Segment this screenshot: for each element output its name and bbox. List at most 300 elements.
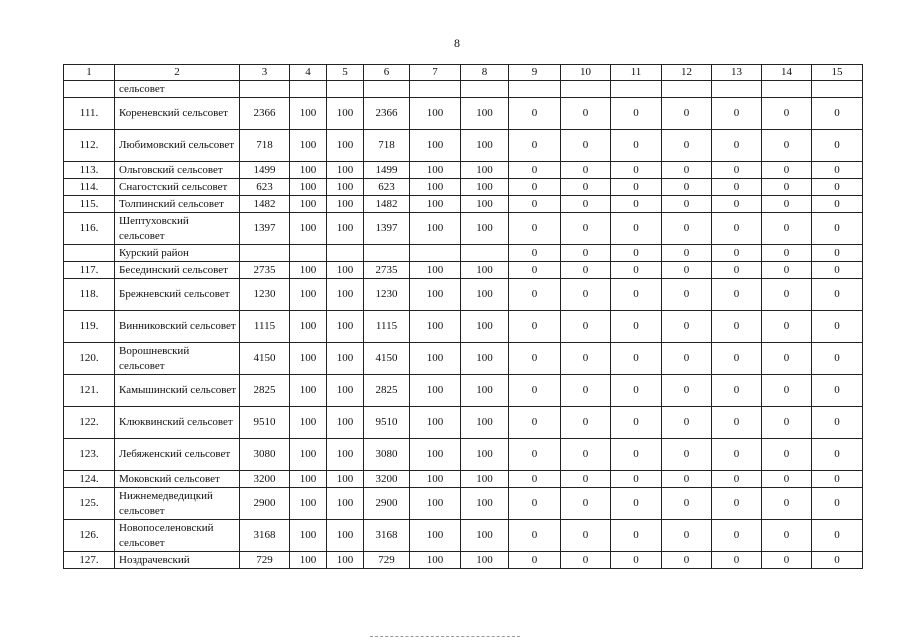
value-cell: 1230 — [364, 279, 410, 311]
value-cell: 2825 — [240, 375, 290, 407]
settlement-name-cell: Моковский сельсовет — [115, 471, 240, 488]
value-cell: 0 — [762, 196, 812, 213]
value-cell: 0 — [611, 98, 662, 130]
value-cell: 0 — [611, 262, 662, 279]
value-cell: 0 — [509, 130, 561, 162]
settlement-name-cell: Нижнемедведицкий сельсовет — [115, 488, 240, 520]
row-number-cell: 122. — [64, 407, 115, 439]
value-cell: 100 — [327, 213, 364, 245]
value-cell: 100 — [290, 179, 327, 196]
value-cell: 0 — [662, 279, 712, 311]
value-cell: 0 — [561, 375, 611, 407]
column-header: 15 — [812, 65, 863, 81]
value-cell: 3080 — [240, 439, 290, 471]
value-cell: 100 — [410, 552, 461, 569]
table-row — [64, 213, 863, 245]
value-cell: 100 — [461, 439, 509, 471]
column-header: 10 — [561, 65, 611, 81]
value-cell: 100 — [410, 262, 461, 279]
value-cell: 0 — [611, 520, 662, 552]
row-number-cell: 126. — [64, 520, 115, 552]
value-cell: 718 — [240, 130, 290, 162]
value-cell: 729 — [364, 552, 410, 569]
value-cell: 0 — [762, 262, 812, 279]
value-cell: 0 — [712, 162, 762, 179]
value-cell: 0 — [561, 439, 611, 471]
value-cell: 100 — [290, 162, 327, 179]
value-cell: 0 — [762, 179, 812, 196]
value-cell: 100 — [410, 162, 461, 179]
value-cell: 0 — [662, 98, 712, 130]
value-cell — [240, 81, 290, 98]
column-header: 9 — [509, 65, 561, 81]
column-header: 1 — [64, 65, 115, 81]
value-cell: 0 — [712, 196, 762, 213]
value-cell: 0 — [812, 98, 863, 130]
value-cell: 0 — [762, 471, 812, 488]
value-cell: 100 — [290, 471, 327, 488]
value-cell: 100 — [290, 213, 327, 245]
value-cell: 0 — [662, 196, 712, 213]
value-cell: 0 — [662, 375, 712, 407]
column-header: 5 — [327, 65, 364, 81]
row-number-cell: 112. — [64, 130, 115, 162]
value-cell: 0 — [712, 262, 762, 279]
value-cell: 100 — [290, 343, 327, 375]
value-cell — [461, 245, 509, 262]
table-row — [64, 262, 863, 279]
value-cell: 100 — [290, 98, 327, 130]
value-cell: 100 — [461, 375, 509, 407]
value-cell: 0 — [812, 439, 863, 471]
value-cell: 100 — [327, 488, 364, 520]
value-cell: 1397 — [240, 213, 290, 245]
value-cell: 0 — [509, 196, 561, 213]
data-table — [63, 64, 863, 569]
value-cell — [410, 81, 461, 98]
table-row — [64, 98, 863, 130]
value-cell: 100 — [327, 343, 364, 375]
value-cell: 0 — [762, 130, 812, 162]
settlement-name-cell: Винниковский сельсовет — [115, 311, 240, 343]
value-cell: 1230 — [240, 279, 290, 311]
value-cell: 0 — [561, 407, 611, 439]
value-cell: 0 — [561, 179, 611, 196]
row-number-cell: 127. — [64, 552, 115, 569]
value-cell: 0 — [712, 375, 762, 407]
value-cell: 100 — [410, 98, 461, 130]
value-cell: 0 — [611, 439, 662, 471]
value-cell: 100 — [327, 471, 364, 488]
settlement-name-cell: Камышинский сельсовет — [115, 375, 240, 407]
value-cell: 0 — [712, 439, 762, 471]
value-cell: 2735 — [364, 262, 410, 279]
table-row — [64, 130, 863, 162]
table-row — [64, 196, 863, 213]
value-cell: 100 — [290, 130, 327, 162]
value-cell: 0 — [662, 262, 712, 279]
value-cell: 0 — [762, 98, 812, 130]
value-cell: 0 — [611, 471, 662, 488]
value-cell: 0 — [662, 343, 712, 375]
value-cell — [327, 245, 364, 262]
column-header: 12 — [662, 65, 712, 81]
value-cell: 0 — [509, 407, 561, 439]
row-number-cell: 120. — [64, 343, 115, 375]
row-number-cell — [64, 245, 115, 262]
table-row — [64, 471, 863, 488]
table-row — [64, 520, 863, 552]
value-cell: 0 — [509, 245, 561, 262]
table-row — [64, 552, 863, 569]
value-cell — [509, 81, 561, 98]
table-row — [64, 179, 863, 196]
value-cell: 3080 — [364, 439, 410, 471]
value-cell: 0 — [509, 343, 561, 375]
value-cell: 1397 — [364, 213, 410, 245]
value-cell: 0 — [762, 520, 812, 552]
value-cell: 100 — [410, 520, 461, 552]
value-cell: 100 — [290, 439, 327, 471]
value-cell: 0 — [611, 162, 662, 179]
value-cell: 100 — [327, 130, 364, 162]
settlement-name-cell: Ольговский сельсовет — [115, 162, 240, 179]
value-cell: 100 — [327, 439, 364, 471]
value-cell: 0 — [812, 471, 863, 488]
value-cell: 623 — [240, 179, 290, 196]
row-number-cell: 116. — [64, 213, 115, 245]
value-cell: 0 — [762, 552, 812, 569]
table-row — [64, 407, 863, 439]
value-cell: 100 — [461, 98, 509, 130]
value-cell: 0 — [662, 471, 712, 488]
value-cell: 2735 — [240, 262, 290, 279]
value-cell: 100 — [410, 375, 461, 407]
value-cell: 0 — [812, 488, 863, 520]
table-row — [64, 311, 863, 343]
column-header: 11 — [611, 65, 662, 81]
value-cell — [812, 81, 863, 98]
value-cell: 100 — [327, 407, 364, 439]
value-cell: 2366 — [240, 98, 290, 130]
value-cell: 100 — [461, 213, 509, 245]
bottom-edge-mark — [370, 636, 520, 637]
value-cell: 100 — [327, 279, 364, 311]
value-cell: 0 — [712, 179, 762, 196]
value-cell: 100 — [290, 552, 327, 569]
value-cell: 100 — [410, 488, 461, 520]
value-cell: 100 — [327, 552, 364, 569]
value-cell: 0 — [662, 311, 712, 343]
table-row — [64, 343, 863, 375]
value-cell: 3168 — [240, 520, 290, 552]
value-cell: 0 — [812, 179, 863, 196]
row-number-cell: 114. — [64, 179, 115, 196]
value-cell: 0 — [762, 162, 812, 179]
table-row — [64, 81, 863, 98]
row-number-cell: 113. — [64, 162, 115, 179]
value-cell: 0 — [762, 213, 812, 245]
value-cell: 0 — [812, 375, 863, 407]
value-cell — [364, 81, 410, 98]
column-header: 14 — [762, 65, 812, 81]
value-cell: 100 — [410, 179, 461, 196]
value-cell: 0 — [561, 488, 611, 520]
settlement-name-cell: Толпинский сельсовет — [115, 196, 240, 213]
value-cell: 100 — [327, 262, 364, 279]
value-cell: 0 — [762, 343, 812, 375]
value-cell: 0 — [812, 213, 863, 245]
value-cell: 0 — [712, 471, 762, 488]
value-cell: 100 — [410, 343, 461, 375]
value-cell: 0 — [611, 279, 662, 311]
value-cell: 3168 — [364, 520, 410, 552]
row-number-cell: 124. — [64, 471, 115, 488]
value-cell: 0 — [812, 196, 863, 213]
value-cell: 0 — [611, 311, 662, 343]
value-cell: 0 — [812, 262, 863, 279]
row-number-cell: 115. — [64, 196, 115, 213]
value-cell: 0 — [611, 552, 662, 569]
value-cell: 100 — [461, 262, 509, 279]
value-cell: 100 — [461, 343, 509, 375]
settlement-name-cell: Брежневский сельсовет — [115, 279, 240, 311]
value-cell: 100 — [461, 162, 509, 179]
row-number-cell: 111. — [64, 98, 115, 130]
value-cell: 0 — [712, 279, 762, 311]
value-cell: 100 — [290, 279, 327, 311]
row-number-cell: 117. — [64, 262, 115, 279]
value-cell: 100 — [290, 488, 327, 520]
value-cell — [240, 245, 290, 262]
value-cell: 0 — [712, 488, 762, 520]
table-row — [64, 245, 863, 262]
value-cell: 0 — [762, 279, 812, 311]
settlement-name-cell: Кореневский сельсовет — [115, 98, 240, 130]
value-cell: 100 — [327, 98, 364, 130]
value-cell: 0 — [712, 343, 762, 375]
value-cell: 0 — [712, 311, 762, 343]
value-cell: 100 — [461, 520, 509, 552]
value-cell: 100 — [290, 407, 327, 439]
value-cell: 100 — [327, 375, 364, 407]
value-cell: 0 — [812, 279, 863, 311]
value-cell: 0 — [611, 130, 662, 162]
settlement-name-cell: Новопоселеновский сельсовет — [115, 520, 240, 552]
value-cell: 100 — [290, 196, 327, 213]
value-cell: 0 — [561, 471, 611, 488]
value-cell: 1115 — [364, 311, 410, 343]
column-header: 3 — [240, 65, 290, 81]
value-cell: 100 — [461, 311, 509, 343]
value-cell: 0 — [561, 311, 611, 343]
value-cell: 0 — [509, 471, 561, 488]
value-cell: 0 — [812, 162, 863, 179]
column-header: 13 — [712, 65, 762, 81]
value-cell: 100 — [410, 279, 461, 311]
value-cell: 0 — [561, 213, 611, 245]
table-row — [64, 488, 863, 520]
value-cell: 0 — [561, 98, 611, 130]
value-cell: 100 — [327, 162, 364, 179]
value-cell: 0 — [812, 552, 863, 569]
value-cell — [712, 81, 762, 98]
value-cell: 0 — [662, 245, 712, 262]
value-cell — [662, 81, 712, 98]
value-cell — [364, 245, 410, 262]
settlement-name-cell: сельсовет — [115, 81, 240, 98]
value-cell: 100 — [290, 520, 327, 552]
value-cell: 100 — [327, 520, 364, 552]
value-cell: 100 — [461, 552, 509, 569]
row-number-cell: 119. — [64, 311, 115, 343]
value-cell: 0 — [509, 488, 561, 520]
row-number-cell: 125. — [64, 488, 115, 520]
row-number-cell: 118. — [64, 279, 115, 311]
value-cell: 100 — [461, 471, 509, 488]
value-cell — [561, 81, 611, 98]
settlement-name-cell: Лебяженский сельсовет — [115, 439, 240, 471]
column-number-header — [64, 65, 863, 81]
settlement-name-cell: Курский район — [115, 245, 240, 262]
value-cell: 0 — [712, 520, 762, 552]
value-cell: 3200 — [364, 471, 410, 488]
value-cell — [290, 245, 327, 262]
value-cell: 3200 — [240, 471, 290, 488]
value-cell: 100 — [290, 262, 327, 279]
value-cell: 9510 — [240, 407, 290, 439]
value-cell: 2900 — [240, 488, 290, 520]
value-cell: 0 — [762, 488, 812, 520]
value-cell: 4150 — [240, 343, 290, 375]
value-cell: 100 — [410, 213, 461, 245]
value-cell — [290, 81, 327, 98]
value-cell: 1482 — [364, 196, 410, 213]
value-cell: 0 — [662, 520, 712, 552]
value-cell: 0 — [509, 520, 561, 552]
page-number: 8 — [454, 36, 460, 50]
value-cell: 0 — [509, 439, 561, 471]
value-cell: 0 — [812, 311, 863, 343]
value-cell: 0 — [561, 130, 611, 162]
value-cell: 1499 — [364, 162, 410, 179]
column-header: 6 — [364, 65, 410, 81]
value-cell — [611, 81, 662, 98]
table-row — [64, 279, 863, 311]
value-cell: 0 — [662, 179, 712, 196]
settlement-name-cell: Клюквинский сельсовет — [115, 407, 240, 439]
value-cell: 100 — [410, 311, 461, 343]
value-cell: 0 — [509, 552, 561, 569]
column-header: 8 — [461, 65, 509, 81]
value-cell: 0 — [509, 213, 561, 245]
settlement-name-cell: Шептуховский сельсовет — [115, 213, 240, 245]
value-cell: 0 — [762, 407, 812, 439]
value-cell: 100 — [410, 439, 461, 471]
value-cell: 0 — [611, 488, 662, 520]
value-cell: 0 — [662, 213, 712, 245]
value-cell: 0 — [762, 245, 812, 262]
value-cell: 0 — [662, 130, 712, 162]
value-cell: 0 — [561, 343, 611, 375]
value-cell: 1482 — [240, 196, 290, 213]
value-cell: 0 — [662, 162, 712, 179]
value-cell: 0 — [762, 439, 812, 471]
value-cell: 100 — [410, 471, 461, 488]
value-cell: 0 — [662, 488, 712, 520]
value-cell: 729 — [240, 552, 290, 569]
value-cell: 0 — [561, 552, 611, 569]
value-cell: 0 — [611, 196, 662, 213]
value-cell: 0 — [509, 98, 561, 130]
value-cell: 100 — [327, 196, 364, 213]
column-header: 4 — [290, 65, 327, 81]
value-cell: 0 — [812, 343, 863, 375]
table-row — [64, 439, 863, 471]
value-cell: 0 — [812, 407, 863, 439]
settlement-name-cell: Бесединский сельсовет — [115, 262, 240, 279]
value-cell: 0 — [662, 439, 712, 471]
value-cell: 0 — [509, 179, 561, 196]
value-cell: 2900 — [364, 488, 410, 520]
value-cell: 0 — [611, 213, 662, 245]
value-cell: 0 — [662, 552, 712, 569]
value-cell: 0 — [662, 407, 712, 439]
value-cell: 0 — [611, 245, 662, 262]
value-cell: 100 — [461, 279, 509, 311]
value-cell: 0 — [509, 162, 561, 179]
column-header: 7 — [410, 65, 461, 81]
value-cell: 100 — [461, 196, 509, 213]
value-cell: 0 — [712, 407, 762, 439]
table-body — [64, 81, 863, 569]
value-cell: 4150 — [364, 343, 410, 375]
value-cell: 100 — [290, 375, 327, 407]
settlement-name-cell: Снагостский сельсовет — [115, 179, 240, 196]
settlement-name-cell: Любимовский сельсовет — [115, 130, 240, 162]
value-cell: 1499 — [240, 162, 290, 179]
value-cell: 100 — [290, 311, 327, 343]
value-cell: 0 — [561, 196, 611, 213]
value-cell — [410, 245, 461, 262]
settlement-name-cell: Ноздрачевский — [115, 552, 240, 569]
value-cell: 0 — [509, 262, 561, 279]
value-cell: 1115 — [240, 311, 290, 343]
value-cell: 0 — [611, 375, 662, 407]
value-cell: 0 — [712, 552, 762, 569]
value-cell: 0 — [611, 179, 662, 196]
value-cell: 0 — [762, 375, 812, 407]
settlement-name-cell: Ворошневский сельсовет — [115, 343, 240, 375]
value-cell: 0 — [561, 162, 611, 179]
value-cell: 0 — [712, 98, 762, 130]
value-cell: 0 — [812, 245, 863, 262]
value-cell: 0 — [561, 520, 611, 552]
value-cell — [327, 81, 364, 98]
value-cell: 100 — [461, 179, 509, 196]
value-cell: 2825 — [364, 375, 410, 407]
value-cell: 0 — [712, 245, 762, 262]
value-cell: 0 — [509, 375, 561, 407]
value-cell — [762, 81, 812, 98]
row-number-cell: 121. — [64, 375, 115, 407]
table-row — [64, 162, 863, 179]
value-cell: 100 — [461, 488, 509, 520]
value-cell: 100 — [461, 407, 509, 439]
value-cell: 0 — [611, 343, 662, 375]
value-cell — [461, 81, 509, 98]
value-cell: 9510 — [364, 407, 410, 439]
